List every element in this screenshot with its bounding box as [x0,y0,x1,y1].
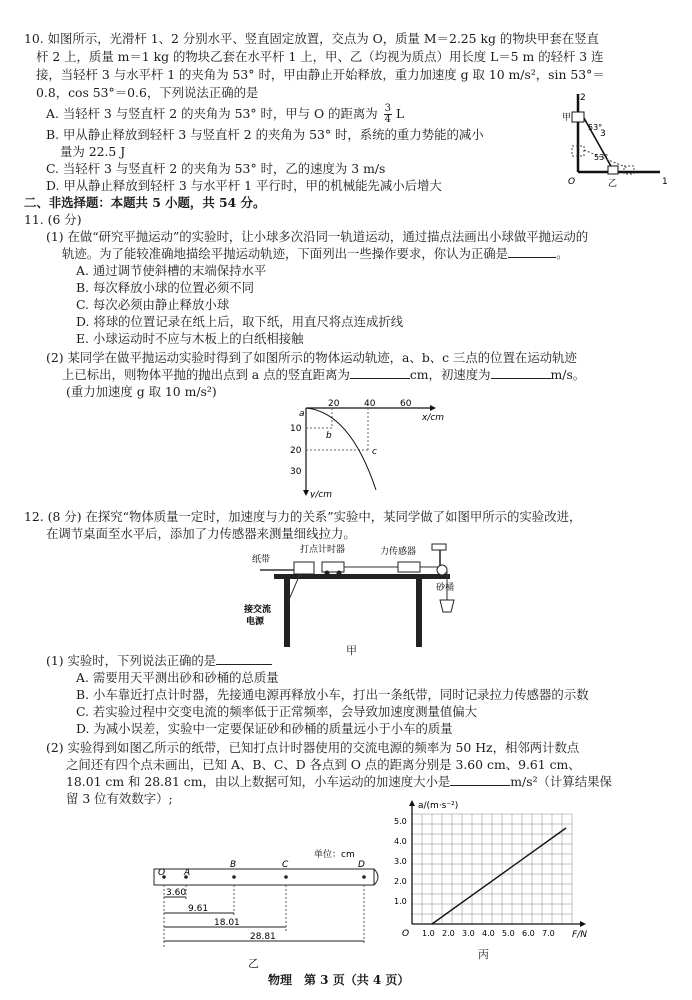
q12-part2-text1: 18.01 cm 和 28.81 cm，由以上数据可知，小车运动的加速度大小是 [66,774,451,789]
point-a-label: a [299,409,305,419]
point-d [362,875,366,879]
q10-option-b-line2: 量为 22.5 J [60,144,126,159]
q12-part2-line4: 留 3 位有效数字）; [66,791,173,806]
q11-option-d: D. 将球的位置记录在纸上后，取下纸，用直尺将点连成折线 [76,314,404,329]
q11-part1-text: 轨迹。为了能较准确地描绘平抛运动轨迹，下面列出一些操作要求，你认为正确是 [62,246,509,261]
fraction-denominator: 4 [384,114,391,125]
label-rod-2: 2 [580,93,586,103]
q11-part1-end: 。 [556,246,569,261]
q11-option-b: B. 每次释放小球的位置必须不同 [76,280,255,295]
q12-part2-line2: 之间还有四个点未画出，已知 A、B、C、D 各点到 O 点的距离分别是 3.60 cm、9.61 cm、 [66,757,581,772]
graph-origin: O [402,929,410,939]
ceiling-clamp [432,544,446,550]
figure-caption-bing: 丙 [478,948,489,961]
distance-oa: 3.60 [166,888,187,898]
point-c-label: c [372,447,377,457]
q12-part1-text: (1) 实验时，下列说法正确的是 [46,653,217,668]
label-o: O [158,868,166,878]
label-power-1: 接交流 [244,605,272,615]
q11-option-a: A. 通过调节使斜槽的末端保持水平 [76,263,267,278]
q12-part1 [46,652,272,669]
q11-part2-line3: (重力加速度 g 取 10 m/s²) [66,384,217,399]
y-tick-10: 10 [290,424,302,434]
timer [294,562,314,574]
q12-line1: 12. (8 分) 在探究“物体质量一定时，加速度与力的关系”实验中，某同学做了如图甲所示的实验改进， [24,509,582,524]
label-yi: 乙 [608,179,618,189]
q11-part2-line2 [62,366,585,383]
q10-line1: 10. 如图所示，光滑杆 1、2 分别水平、竖直固定放置，交点为 O，质量 M＝2.25 kg 的物块甲套在竖直 [24,31,599,46]
table-leg-left [284,579,290,647]
trajectory-curve [306,408,376,490]
q11-part2-text1: 上已标出，则物体平抛的抛出点到 a 点的竖直距离为 [62,367,350,382]
trajectory-graph [280,398,450,498]
point-b [232,875,236,879]
x-tick-6: 6.0 [522,929,535,938]
page-footer: 物理 第 3 页（共 4 页） [268,973,410,987]
label-angle-1: 53° [594,153,609,162]
y-axis-label: y/cm [310,490,333,498]
figure-caption-jia: 甲 [346,644,357,657]
q12-part2-text2: m/s²（计算结果保 [510,774,612,789]
q11-part2-line1: (2) 某同学在做平抛运动实验时得到了如图所示的物体运动轨迹，a、b、c 三点的位置在运动轨迹 [46,350,577,365]
unit-label: 单位：cm [314,850,355,860]
label-a: A [184,868,191,878]
fraction-numerator: 3 [384,103,391,114]
cart [322,562,344,572]
a-f-graph [390,798,600,946]
answer-blank[interactable] [450,774,510,786]
q10-option-b-line1: B. 甲从静止释放到轻杆 3 与竖直杆 2 的夹角为 53° 时，系统的重力势能的减小 [46,127,484,142]
q11-heading: 11. (6 分) [24,212,82,227]
x-axis-label: x/cm [422,413,445,423]
block-yi [608,166,618,174]
section-heading: 二、非选择题：本题共 5 小题，共 54 分。 [24,195,266,210]
y-tick-5: 5.0 [394,817,407,826]
q11-option-c: C. 每次必须由静止释放小球 [76,297,230,312]
sand-bucket [440,600,454,612]
block-jia [572,112,584,122]
figure-caption-yi: 乙 [248,957,259,970]
label-c: C [282,860,289,870]
y-tick-3: 3.0 [394,857,407,866]
distance-ob: 9.61 [188,904,209,914]
rods-figure [560,90,670,190]
answer-blank[interactable] [216,653,272,665]
label-origin: O [568,177,576,187]
answer-blank[interactable] [491,367,551,379]
q12-option-b: B. 小车靠近打点计时器，先接通电源再释放小车，打出一条纸带，同时记录拉力传感器的示数 [76,687,589,702]
q10-line2: 杆 2 上，质量 m＝1 kg 的物块乙套在水平杆 1 上，甲、乙（均视为质点）用长度 L＝5 m 的轻杆 3 连 [36,49,604,64]
q11-part1-line2 [62,245,568,262]
distance-od: 28.81 [250,932,276,942]
x-tick-40: 40 [364,399,376,409]
label-d: D [358,860,365,870]
q10-option-a-text: A. 当轻杆 3 与竖直杆 2 的夹角为 53° 时，甲与 O 的距离为 [46,106,378,121]
fraction-unit: L [395,106,405,121]
q12-line2: 在调节桌面至水平后，添加了力传感器来测量细线拉力。 [46,526,356,541]
grid [412,814,572,924]
x-tick-3: 3.0 [462,929,475,938]
label-tape: 纸带 [252,555,271,565]
y-tick-2: 2.0 [394,877,407,886]
y-tick-1: 1.0 [394,897,407,906]
answer-blank[interactable] [350,367,410,379]
point-c [284,875,288,879]
label-power-2: 电源 [246,617,265,627]
label-bucket: 砂桶 [436,583,455,593]
x-tick-20: 20 [328,399,340,409]
q11-part1-line1: (1) 在做“研究平抛运动”的实验时，让小球多次沿同一轨道运动，通过描点法画出小球做平抛运动的 [46,229,589,244]
q11-option-e: E. 小球运动时不应与木板上的白纸相接触 [76,331,304,346]
q10-line3: 接，当轻杆 3 与水平杆 1 的夹角为 53° 时，甲由静止开始释放，重力加速度 g 取 10 m/s²，sin 53°＝ [36,67,605,82]
q10-option-a [46,104,404,125]
label-rod-3: 3 [600,129,606,139]
x-tick-1: 1.0 [422,929,435,938]
pulley [437,565,447,575]
q12-part2-line1: (2) 实验得到如图乙所示的纸带，已知打点计时器使用的交流电源的频率为 50 Hz，相邻两计数点 [46,740,580,755]
x-tick-60: 60 [400,399,412,409]
label-timer: 打点计时器 [300,545,346,555]
x-tick-2: 2.0 [442,929,455,938]
point-b-label: b [326,431,332,441]
force-sensor [398,562,420,572]
fraction [384,104,392,125]
label-sensor: 力传感器 [380,547,417,557]
table-leg-right [416,579,422,647]
label-b: B [230,860,237,870]
q12-option-d: D. 为减小误差，实验中一定要保证砂和砂桶的质量远小于小车的质量 [76,721,453,736]
apparatus-figure [230,540,470,652]
distance-oc: 18.01 [214,918,240,928]
paper-tape-figure [150,845,390,955]
q10-option-c: C. 当轻杆 3 与竖直杆 2 的夹角为 53° 时，乙的速度为 3 m/s [46,161,386,176]
graph-x-label: F/N [572,930,587,940]
q12-part2-line3 [66,773,612,790]
x-tick-4: 4.0 [482,929,495,938]
q11-part2-text2: cm，初速度为 [409,367,491,382]
q10-line4: 0.8，cos 53°＝0.6，下列说法正确的是 [36,85,259,100]
q11-part2-text3: m/s。 [550,367,586,382]
graph-y-label: a/(m·s⁻²) [418,801,459,811]
label-angle-2: 53° [588,123,603,132]
x-tick-5: 5.0 [502,929,515,938]
y-tick-30: 30 [290,467,302,477]
x-tick-7: 7.0 [542,929,555,938]
answer-blank[interactable] [508,246,556,258]
q12-option-a: A. 需要用天平测出砂和砂桶的总质量 [76,670,279,685]
y-tick-4: 4.0 [394,837,407,846]
q10-option-d: D. 甲从静止释放到轻杆 3 与水平杆 1 平行时，甲的机械能先减小后增大 [46,178,442,193]
y-tick-20: 20 [290,446,302,456]
label-rod-1: 1 [662,177,668,187]
label-jia: 甲 [562,113,572,123]
table-top [274,574,450,579]
q12-option-c: C. 若实验过程中交变电流的频率低于正常频率，会导致加速度测量值偏大 [76,704,478,719]
